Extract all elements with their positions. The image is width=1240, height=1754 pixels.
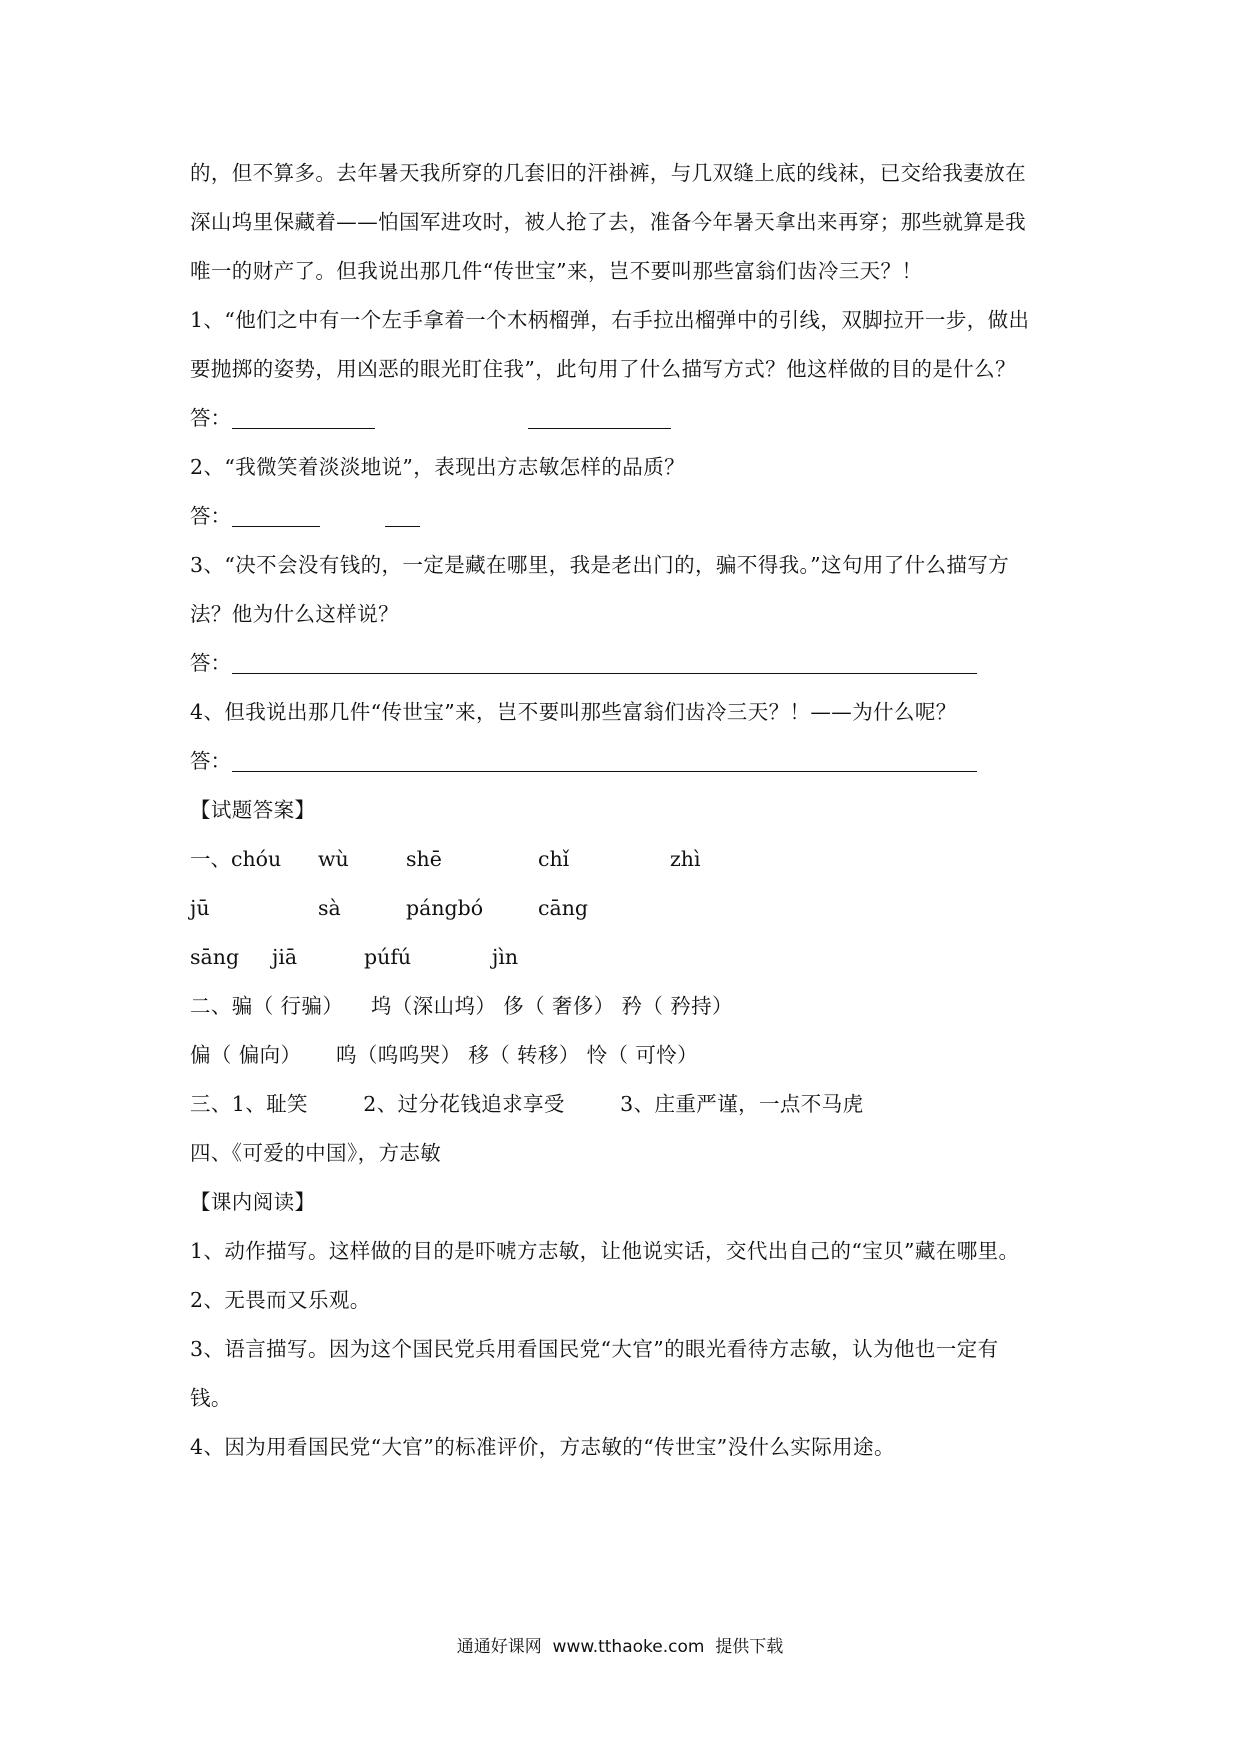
- pinyin-1: 一、chóu: [190, 847, 282, 871]
- answers-part-3: 三、1、耻笑 2、过分花钱追求享受 3、庄重严谨，一点不马虎: [190, 1092, 864, 1116]
- pinyin-4: chǐ: [538, 847, 570, 871]
- footer-credit: 通通好课网 www.tthaoke.com 提供下载: [456, 1637, 784, 1657]
- answer-blank-2a[interactable]: [232, 526, 320, 527]
- pinyin-2: wù: [318, 847, 349, 871]
- answers-heading: 【试题答案】: [190, 798, 316, 822]
- pinyin-8: pángbó: [406, 896, 484, 920]
- answer-blank-4[interactable]: [232, 771, 977, 772]
- passage-line-1: 的，但不算多。去年暑天我所穿的几套旧的汗褂裤，与几双缝上底的线袜，已交给我妻放在: [190, 161, 1026, 185]
- passage-line-2: 深山坞里保藏着——怕国军进攻时，被人抢了去，准备今年暑天拿出来再穿；那些就算是我: [190, 210, 1026, 234]
- question-3-line-1: 3、“决不会没有钱的，一定是藏在哪里，我是老出门的，骗不得我。”这句用了什么描写方: [190, 553, 1010, 577]
- answers-part-2-line-1: 二、骗（ 行骗） 坞（深山坞） 侈（ 奢侈） 矜（ 矜持）: [190, 994, 733, 1018]
- answer-label-1: 答：: [190, 406, 231, 430]
- answer-label-2: 答：: [190, 504, 231, 528]
- reading-answer-1: 1、动作描写。这样做的目的是吓唬方志敏，让他说实话，交代出自己的“宝贝”藏在哪里。: [190, 1239, 1020, 1263]
- answer-blank-1a[interactable]: [232, 428, 375, 429]
- pinyin-11: jiā: [272, 945, 298, 969]
- reading-heading: 【课内阅读】: [190, 1190, 316, 1214]
- passage-line-3: 唯一的财产了。但我说出那几件“传世宝”来，岂不要叫那些富翁们齿冷三天？！: [190, 259, 923, 283]
- answer-blank-3[interactable]: [232, 673, 977, 674]
- pinyin-3: shē: [406, 847, 442, 871]
- answer-label-3: 答：: [190, 651, 231, 675]
- answers-part-2-line-2: 偏（ 偏向） 呜（呜呜哭） 移（ 转移） 怜（ 可怜）: [190, 1043, 699, 1067]
- reading-answer-2: 2、无畏而又乐观。: [190, 1288, 371, 1312]
- answer-blank-2b[interactable]: [385, 526, 420, 527]
- reading-answer-3-line-2: 钱。: [190, 1386, 232, 1410]
- question-2: 2、“我微笑着淡淡地说”，表现出方志敏怎样的品质？: [190, 455, 686, 479]
- pinyin-5: zhì: [670, 847, 701, 871]
- pinyin-12: púfú: [364, 945, 412, 969]
- answers-part-4: 四、《可爱的中国》，方志敏: [190, 1141, 442, 1165]
- reading-answer-3-line-1: 3、语言描写。因为这个国民党兵用看国民党“大官”的眼光看待方志敏，认为他也一定有: [190, 1337, 999, 1361]
- pinyin-6: jū: [190, 896, 210, 920]
- pinyin-13: jìn: [492, 945, 519, 969]
- question-1-line-1: 1、“他们之中有一个左手拿着一个木柄榴弹，右手拉出榴弹中的引线，双脚拉开一步，做出: [190, 308, 1030, 332]
- pinyin-9: cāng: [538, 896, 589, 920]
- reading-answer-4: 4、因为用看国民党“大官”的标准评价，方志敏的“传世宝”没什么实际用途。: [190, 1435, 895, 1459]
- question-4: 4、但我说出那几件“传世宝”来，岂不要叫那些富翁们齿冷三天？！——为什么呢？: [190, 700, 957, 724]
- pinyin-7: sà: [318, 896, 341, 920]
- answer-label-4: 答：: [190, 749, 231, 773]
- pinyin-10: sāng: [190, 945, 240, 969]
- question-3-line-2: 法？他为什么这样说？: [190, 602, 399, 626]
- answer-blank-1b[interactable]: [528, 428, 671, 429]
- question-1-line-2: 要抛掷的姿势，用凶恶的眼光盯住我”，此句用了什么描写方式？他这样做的目的是什么？: [190, 357, 1016, 381]
